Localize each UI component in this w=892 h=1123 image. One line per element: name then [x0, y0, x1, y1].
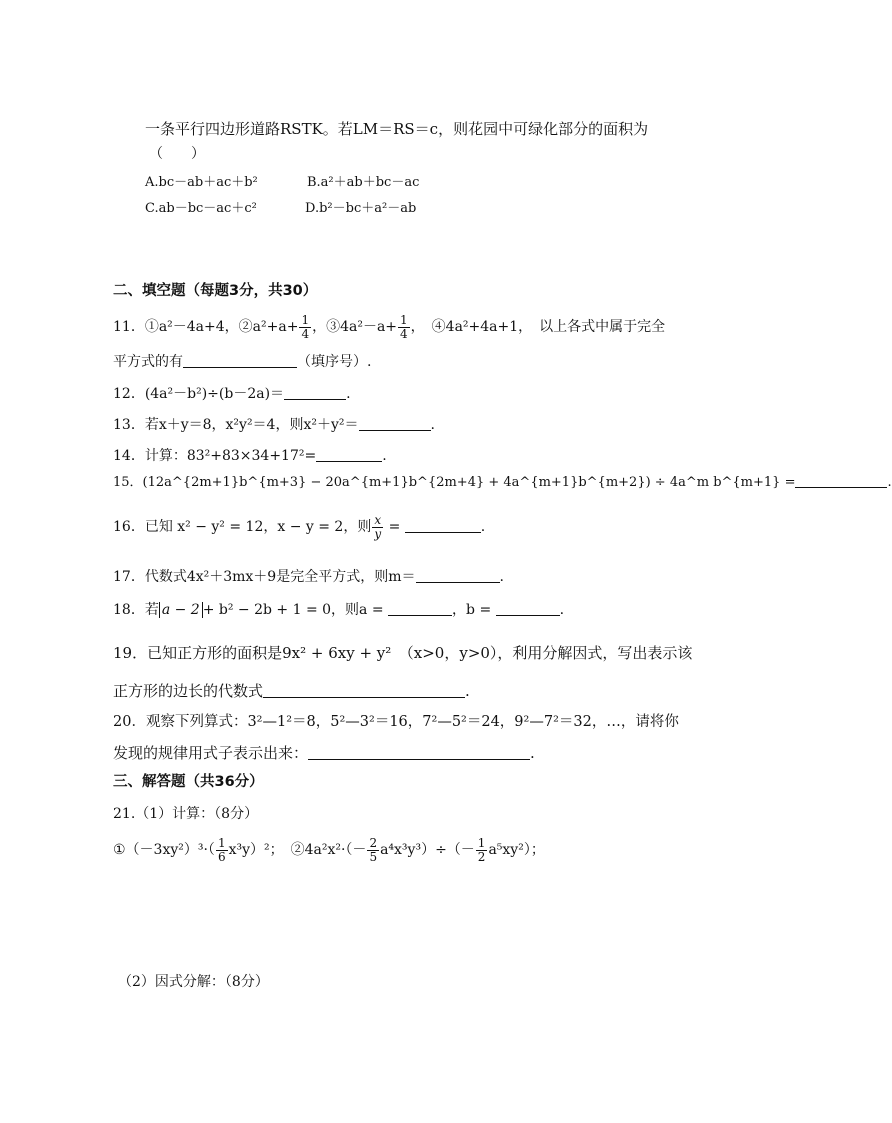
q13-answer-blank[interactable]	[359, 416, 431, 431]
q11-line-1	[113, 310, 665, 344]
q21-fraction-1: $\frac{1}{6}$	[217, 835, 226, 864]
q19-line-1: 19．已知正方形的面积是9x² + 6xy + y² （x>0，y>0），利用分解因式，写出表示该	[113, 644, 693, 662]
q12-answer-blank[interactable]	[284, 385, 346, 400]
q11-fraction-2: $\frac{1}{4}$	[400, 312, 408, 341]
q10-continuation	[145, 119, 648, 139]
q15-answer-blank[interactable]	[795, 473, 887, 488]
q21-fraction-3: $\frac{1}{2}$	[477, 835, 486, 864]
q18: 18．若 a − 2 + b² − 2b + 1 = 0，则a = ，b = .	[113, 602, 565, 618]
q17-answer-blank[interactable]	[416, 568, 500, 583]
q18-answer-blank-a[interactable]	[388, 601, 452, 616]
q12: 12．(4a²－b²)÷(b－2a)＝ .	[113, 386, 351, 402]
q11-answer-blank[interactable]	[183, 353, 297, 368]
q20-line-2: 发现的规律用式子表示出来： .	[113, 744, 535, 762]
q19-line-2: 正方形的边长的代数式 .	[113, 682, 470, 700]
q10-answer-paren: （ ）	[149, 146, 205, 162]
q15: 15．(12a^{2m+1}b^{m+3} − 20a^{m+1}b^{2m+4} + 4a^{m+1}b^{m+2}) ÷ 4a^m b^{m+1} = .	[113, 475, 892, 490]
q21-part-2-title: （2）因式分解：（8分）	[118, 974, 269, 990]
q10-option-d: D.b²－bc＋a²－ab	[305, 201, 417, 216]
q20-line-1: 20．观察下列算式：3²—1²＝8，5²—3²＝16，7²—5²＝24，9²—7²＝32，…，请将你	[113, 714, 679, 730]
q10-option-c: C.ab－bc－ac＋c²	[145, 201, 257, 216]
q11-part-a: 11．①a²－4a+4，②a²+a+	[113, 319, 299, 335]
q21-fraction-2: $\frac{2}{5}$	[369, 835, 378, 864]
q18-absolute-value: a − 2	[159, 602, 203, 618]
q16: 16．已知 x² − y² = 12，x − y = 2，则 $\frac{x}{y}$ = .	[113, 512, 486, 541]
q19-answer-blank[interactable]	[263, 683, 465, 698]
q11-fraction-1: $\frac{1}{4}$	[301, 312, 310, 341]
q21-expressions: ①（－3xy²）³·（ $\frac{1}{6}$ x³y）²； ②4a²x²·（－ $\frac{2}{5}$ a⁴x³y³）÷（－ $\frac{1}{2}$ a⁵xy²）；	[113, 835, 545, 864]
q10-option-a: A.bc－ab＋ac＋b²	[145, 175, 258, 190]
q16-answer-blank[interactable]	[405, 518, 481, 533]
q21-part-1-title: 21.（1）计算：（8分）	[113, 806, 259, 822]
section-3-title: 三、解答题（共36分）	[113, 774, 264, 790]
q11-line-2: 平方式的有 （填序号）.	[113, 354, 372, 370]
q10-text: 一条平行四边形道路RSTK。若LM＝RS＝c，则花园中可绿化部分的面积为	[145, 120, 649, 138]
q17: 17．代数式4x²＋3mx＋9是完全平方式，则m＝ .	[113, 569, 504, 585]
q11-part-c: ， ④4a²+4a+1， 以上各式中属于完全	[410, 319, 666, 335]
q14: 14．计算：83²+83×34+17²= .	[113, 448, 387, 464]
section-2-title: 二、填空题（每题3分，共30）	[113, 283, 318, 299]
q10-option-b: B.a²＋ab＋bc－ac	[307, 175, 420, 190]
q20-answer-blank[interactable]	[308, 745, 530, 760]
q11-part-b: ，③4a²－a+	[312, 319, 398, 335]
q16-fraction: $\frac{x}{y}$	[374, 512, 382, 541]
q18-answer-blank-b[interactable]	[496, 601, 560, 616]
q14-answer-blank[interactable]	[316, 447, 382, 462]
q13: 13．若x＋y＝8，x²y²＝4，则x²＋y²＝ .	[113, 417, 435, 433]
